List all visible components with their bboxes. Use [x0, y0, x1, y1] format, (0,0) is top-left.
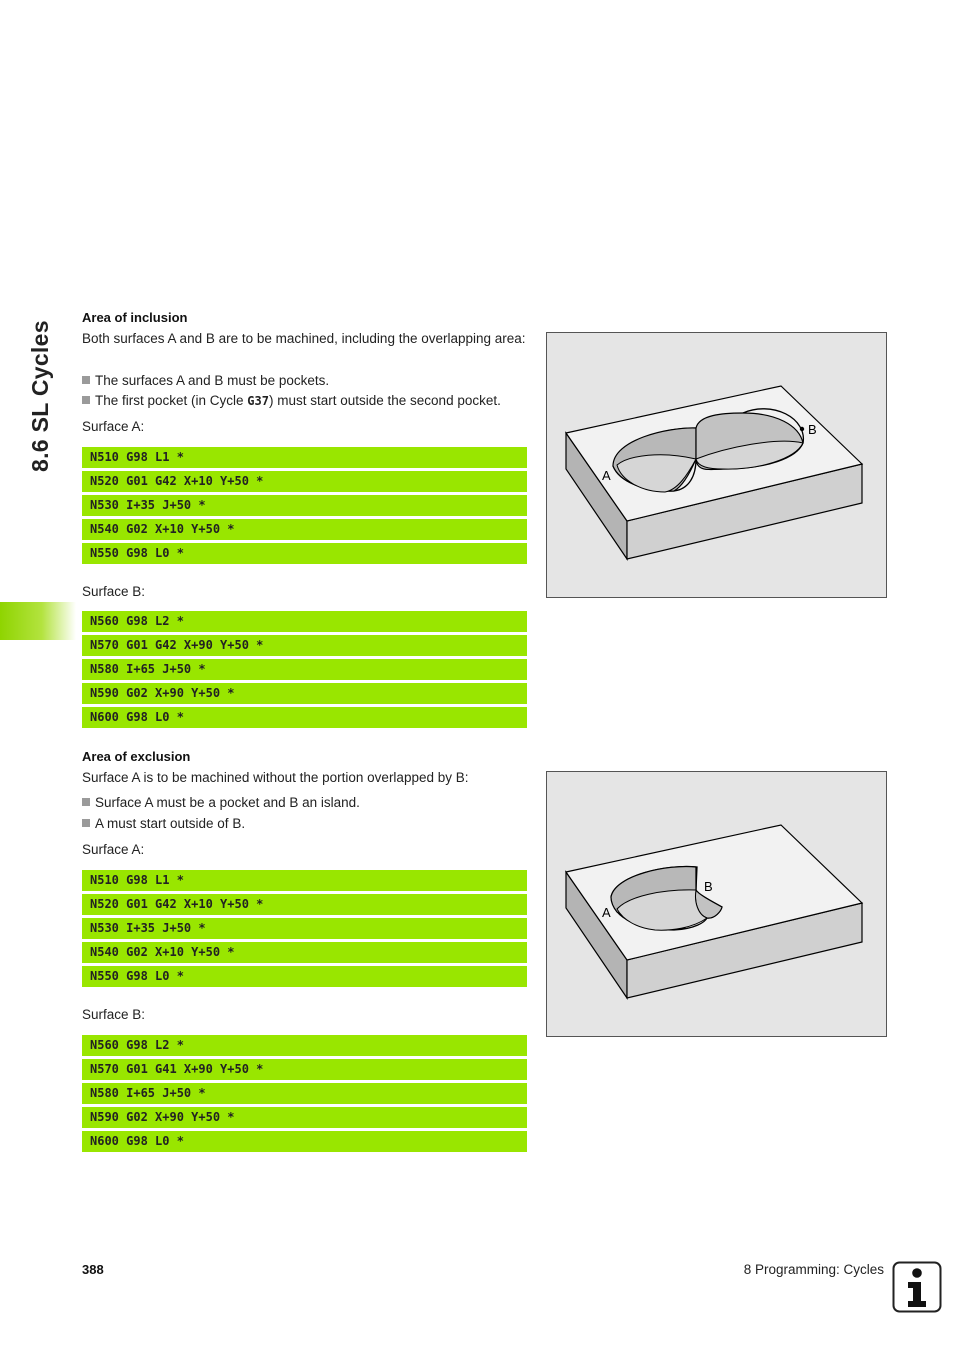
bullet-square-icon: [82, 376, 90, 384]
code-line: N560 G98 L2 *: [82, 611, 527, 632]
code-line: N540 G02 X+10 Y+50 *: [82, 519, 527, 540]
code-line: N520 G01 G42 X+10 Y+50 *: [82, 471, 527, 492]
code-line: N550 G98 L0 *: [82, 966, 527, 987]
code-line: N590 G02 X+90 Y+50 *: [82, 1107, 527, 1128]
figure-label-b: B: [808, 422, 817, 437]
chapter-footer: 8 Programming: Cycles: [743, 1262, 884, 1277]
section-tab-marker: [0, 602, 76, 640]
code-line: N510 G98 L1 *: [82, 870, 527, 891]
code-line: N520 G01 G42 X+10 Y+50 *: [82, 894, 527, 915]
exclusion-surface-a-code: [82, 870, 527, 990]
inclusion-bullet-1: The surfaces A and B must be pockets.: [82, 373, 532, 388]
chapter-section-title: 8.6 SL Cycles: [27, 320, 53, 472]
exclusion-bullet-1: Surface A must be a pocket and B an island.: [82, 795, 532, 810]
code-line: N600 G98 L0 *: [82, 707, 527, 728]
exclusion-intro: Surface A is to be machined without the portion overlapped by B:: [82, 770, 469, 785]
exclusion-heading: Area of exclusion: [82, 749, 191, 764]
exclusion-surface-b-code: [82, 1035, 527, 1155]
exclusion-figure: [546, 771, 887, 1037]
page-number: 388: [82, 1262, 104, 1277]
code-line: N540 G02 X+10 Y+50 *: [82, 942, 527, 963]
inclusion-surface-b-code: [82, 611, 527, 731]
bullet-square-icon: [82, 819, 90, 827]
bullet-square-icon: [82, 396, 90, 404]
bullet-square-icon: [82, 798, 90, 806]
inclusion-figure: [546, 332, 887, 598]
code-line: N510 G98 L1 *: [82, 447, 527, 468]
exclusion-bullet-2: A must start outside of B.: [82, 816, 532, 831]
code-line: N570 G01 G41 X+90 Y+50 *: [82, 1059, 527, 1080]
code-line: N570 G01 G42 X+90 Y+50 *: [82, 635, 527, 656]
figure-label-a: A: [602, 905, 611, 920]
inclusion-surface-a-label: Surface A:: [82, 419, 145, 434]
figure-label-b: B: [704, 879, 713, 894]
code-line: N580 I+65 J+50 *: [82, 1083, 527, 1104]
info-icon[interactable]: [892, 1261, 942, 1313]
code-line: N550 G98 L0 *: [82, 543, 527, 564]
exclusion-surface-b-label: Surface B:: [82, 1007, 146, 1022]
inclusion-intro: Both surfaces A and B are to be machined, including the overlapping area:: [82, 331, 526, 346]
inclusion-surface-a-code: [82, 447, 527, 567]
code-line: N590 G02 X+90 Y+50 *: [82, 683, 527, 704]
inclusion-bullet-2: The first pocket (in Cycle G37) must start outside the second pocket.: [82, 393, 532, 408]
code-line: N530 I+35 J+50 *: [82, 495, 527, 516]
inclusion-surface-b-label: Surface B:: [82, 584, 146, 599]
code-line: N580 I+65 J+50 *: [82, 659, 527, 680]
code-line: N600 G98 L0 *: [82, 1131, 527, 1152]
code-line: N560 G98 L2 *: [82, 1035, 527, 1056]
inclusion-heading: Area of inclusion: [82, 310, 188, 325]
exclusion-surface-a-label: Surface A:: [82, 842, 145, 857]
figure-label-a: A: [602, 468, 611, 483]
code-line: N530 I+35 J+50 *: [82, 918, 527, 939]
